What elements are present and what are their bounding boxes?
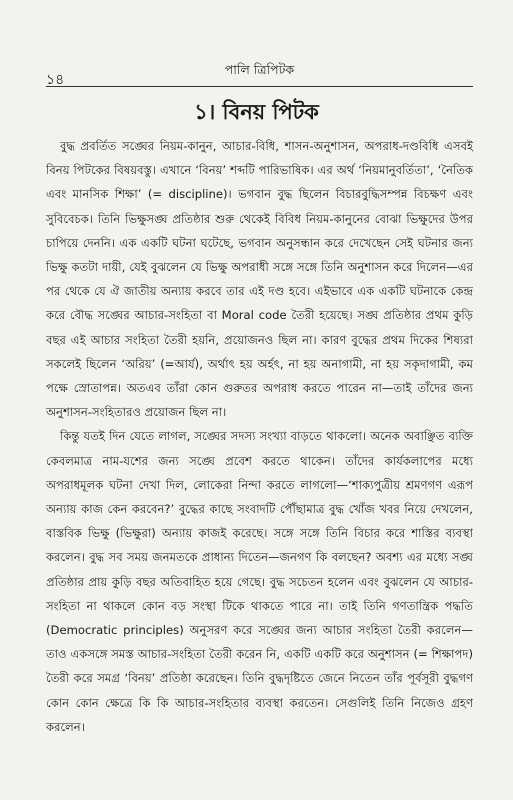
body-text	[46, 134, 473, 739]
section-title: ১। বিনয় পিটক	[194, 100, 319, 124]
paragraph-2: কিন্তু যতই দিন যেতে লাগল, সঙ্ঘের সদস্য সংখ্যা বাড়তে থাকলো। অনেক অবাঞ্ছিত ব্যক্তি কেবলমাত্র নাম-যশের জন্য সঙ্ঘে প্রবেশ করতে থাকেন। তাঁদের কার্যকলাপের মধ্যে অপরাধমূলক ঘটনা দেখা দিল, লোকেরা নিন্দা করতে লাগলো—‘শাক্যপুত্রীয় শ্রমণগণ এরূপ অন্যায় কাজ কেন করবেন?’ বুদ্ধের কাছে সংবাদটি পৌঁছামাত্র বুদ্ধ খোঁজ খবর নিয়ে দেখলেন, বাস্তবিক ভিক্ষু (ভিক্ষুরা) অন্যায় কাজই করেছে। সঙ্গে সঙ্গে তিনি বিচার করে শাস্তির ব্যবস্থা করলেন। বুদ্ধ সব সময় জনমতকে প্রাধান্য দিতেন—জনগণ কি বলছেন? অবশ্য এর মধ্যে সঙ্ঘ প্রতিষ্ঠার প্রায় কুড়ি বছর অতিবাহিত হয়ে গেছে। বুদ্ধ সচেতন হলেন এবং বুঝলেন যে আচার-সংহিতা না থাকলে কোন বড় সংস্থা টিকে থাকতে পারে না। তাই তিনি গণতান্ত্রিক পদ্ধতি (Democratic principles) অনুসরণ করে সঙ্ঘের জন্য আচার সংহিতা তৈরী করলেন—তাও একসঙ্গে সমস্ত আচার-সংহিতা তৈরী করেন নি, একটি একটি করে অনুশাসন (= শিক্ষাপদ) তৈরী করে সমগ্র ‘বিনয়’ প্রতিষ্ঠা করেছেন। তিনি বুদ্ধদৃষ্টিতে জেনে নিতেন তাঁর পূর্বসূরী বুদ্ধগণ কোন কোন ক্ষেত্রে কি কি আচার-সংহিতার ব্যবস্থা করতেন। সেগুলিই তিনি নিজেও গ্রহণ করলেন।	[46, 429, 473, 734]
page-number: ১৪	[46, 72, 65, 88]
header-rule	[46, 86, 473, 87]
paragraph-1: বুদ্ধ প্রবর্তিত সঙ্ঘের নিয়ম-কানুন, আচার-বিধি, শাসন-অনুশাসন, অপরাধ-দণ্ডবিধি এসবই বিনয় পিটকের বিষয়বস্তু। এখানে ‘বিনয়’ শব্দটি পারিভাষিক। এর অর্থ ‘নিয়মানুবর্তিতা’, ‘নৈতিক এবং মানসিক শিক্ষা’ (= discipline)। ভগবান বুদ্ধ ছিলেন বিচারবুদ্ধিসম্পন্ন বিচক্ষণ এবং সুবিবেচক। তিনি ভিক্ষুসঙ্ঘ প্রতিষ্ঠার শুরু থেকেই বিবিধ নিয়ম-কানুনের বোঝা ভিক্ষুদের উপর চাপিয়ে দেননি। এক একটি ঘটনা ঘটেছে, ভগবান অনুসন্ধান করে দেখেছেন সেই ঘটনার জন্য ভিক্ষু কতটা দায়ী, যেই বুঝলেন যে ভিক্ষু অপরাধী সঙ্গে সঙ্গে তিনি অনুশাসন করে দিলেন—এর পর থেকে যে ঐ জাতীয় অন্যায় করবে তার এই দণ্ড হবে। এইভাবে এক একটি ঘটনাকে কেন্দ্র করে বৌদ্ধ সঙ্ঘের আচার-সংহিতা বা Moral code তৈরী হয়েছে। সঙ্ঘ প্রতিষ্ঠার প্রথম কুড়ি বছর এই আচার সংহিতা তৈরী হয়নি, প্রয়োজনও ছিল না। কারণ বুদ্ধের প্রথম দিকের শিষ্যরা সকলেই ছিলেন ‘অরিয়’ (=আর্য), অর্থাৎ হয় অর্হৎ, না হয় অনাগামী, না হয় সকৃদাগামী, কম পক্ষে স্রোতাপন্ন। অতএব তাঁরা কোন গুরুতর অপরাধ করতে পারেন না—তাই তাঁদের জন্য অনুশাসন-সংহিতারও প্রয়োজন ছিল না।	[46, 139, 474, 420]
running-head	[46, 62, 473, 88]
running-title: পালি ত্রিপিটক	[224, 62, 295, 77]
